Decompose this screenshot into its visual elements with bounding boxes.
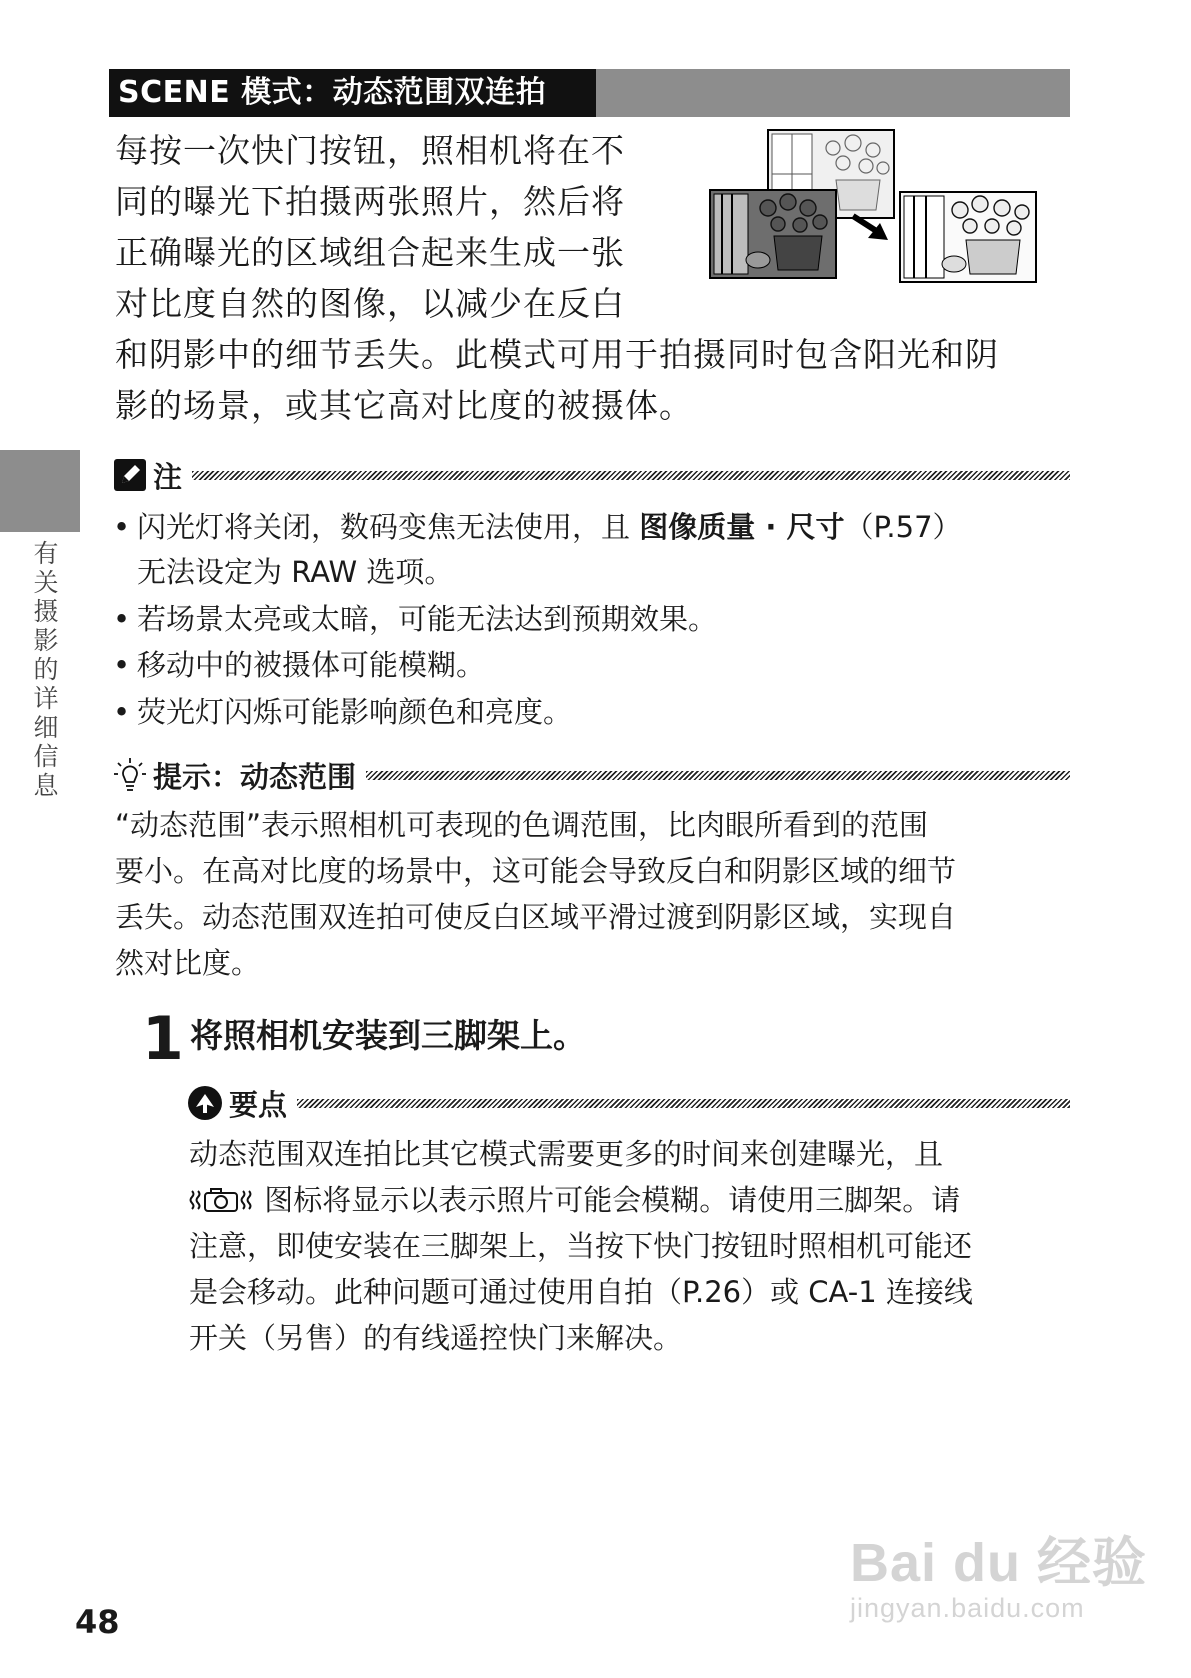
key-point-heading (187, 1083, 1070, 1123)
heading-rule (192, 471, 1070, 480)
list-item: • 荧光灯闪烁可能影响颜色和亮度。 (113, 695, 573, 729)
key-point-line: 注意，即使安装在三脚架上，当按下快门按钮时照相机可能还 (189, 1229, 973, 1263)
intro-line: 每按一次快门按钮，照相机将在不 (115, 131, 625, 170)
combined-result-photo (900, 192, 1036, 282)
note-heading (113, 455, 1070, 495)
intro-line: 同的曝光下拍摄两张照片，然后将 (115, 182, 625, 221)
key-point-line: 动态范围双连拍比其它模式需要更多的时间来创建曝光，且 (189, 1137, 944, 1171)
key-point-line: 是会移动。此种问题可通过使用自拍（P.26）或 CA-1 连接线 (189, 1275, 973, 1309)
watermark-url: jingyan.baidu.com (850, 1593, 1085, 1623)
key-point-line: 开关（另售）的有线遥控快门来解决。 (189, 1321, 683, 1355)
step-number: 1 (142, 1004, 184, 1074)
side-tab-label: 有关摄影的详细信息 (30, 540, 59, 801)
watermark-brand: Bai du 经验 (850, 1533, 1148, 1593)
list-item: • 闪光灯将关闭，数码变焦无法使用，且 图像质量 · 尺寸（P.57） (113, 510, 962, 544)
camera-shake-icon (189, 1185, 255, 1215)
side-tab-marker (0, 450, 80, 532)
arrow-icon (853, 216, 888, 240)
list-item: • 若场景太亮或太暗，可能无法达到预期效果。 (113, 602, 718, 636)
dark-exposure-photo (710, 190, 836, 278)
watermark (850, 1520, 1147, 1624)
hint-heading-label: 提示：动态范围 (153, 759, 357, 794)
exposure-combine-illustration (708, 128, 1098, 328)
step-instruction: 将照相机安装到三脚架上。 (190, 1016, 586, 1055)
heading-rule (297, 1099, 1070, 1108)
caution-pencil-icon (113, 458, 147, 492)
intro-line: 和阴影中的细节丢失。此模式可用于拍摄同时包含阳光和阴 (115, 335, 999, 374)
intro-line: 正确曝光的区域组合起来生成一张 (115, 233, 625, 272)
key-point-heading-label: 要点 (229, 1087, 288, 1122)
heading-rule (366, 771, 1070, 780)
hint-line: “动态范围”表示照相机可表现的色调范围，比肉眼所看到的范围 (115, 808, 929, 842)
hint-heading (113, 755, 1070, 795)
page-number: 48 (75, 1603, 120, 1641)
list-item-continuation: 无法设定为 RAW 选项。 (137, 555, 454, 589)
key-point-icon (187, 1085, 223, 1121)
key-point-line: 图标将显示以表示照片可能会模糊。请使用三脚架。请 (189, 1178, 960, 1223)
hint-line: 要小。在高对比度的场景中，这可能会导致反白和阴影区域的细节 (115, 854, 957, 888)
intro-line: 影的场景，或其它高对比度的被摄体。 (115, 386, 693, 425)
section-title: SCENE 模式：动态范围双连拍 (118, 75, 547, 110)
hint-line: 丢失。动态范围双连拍可使反白区域平滑过渡到阴影区域，实现自 (115, 900, 957, 934)
note-heading-label: 注 (153, 459, 183, 494)
list-item: • 移动中的被摄体可能模糊。 (113, 648, 486, 682)
lightbulb-icon (113, 757, 147, 793)
hint-line: 然对比度。 (115, 946, 261, 980)
intro-line: 对比度自然的图像，以减少在反白 (115, 284, 625, 323)
